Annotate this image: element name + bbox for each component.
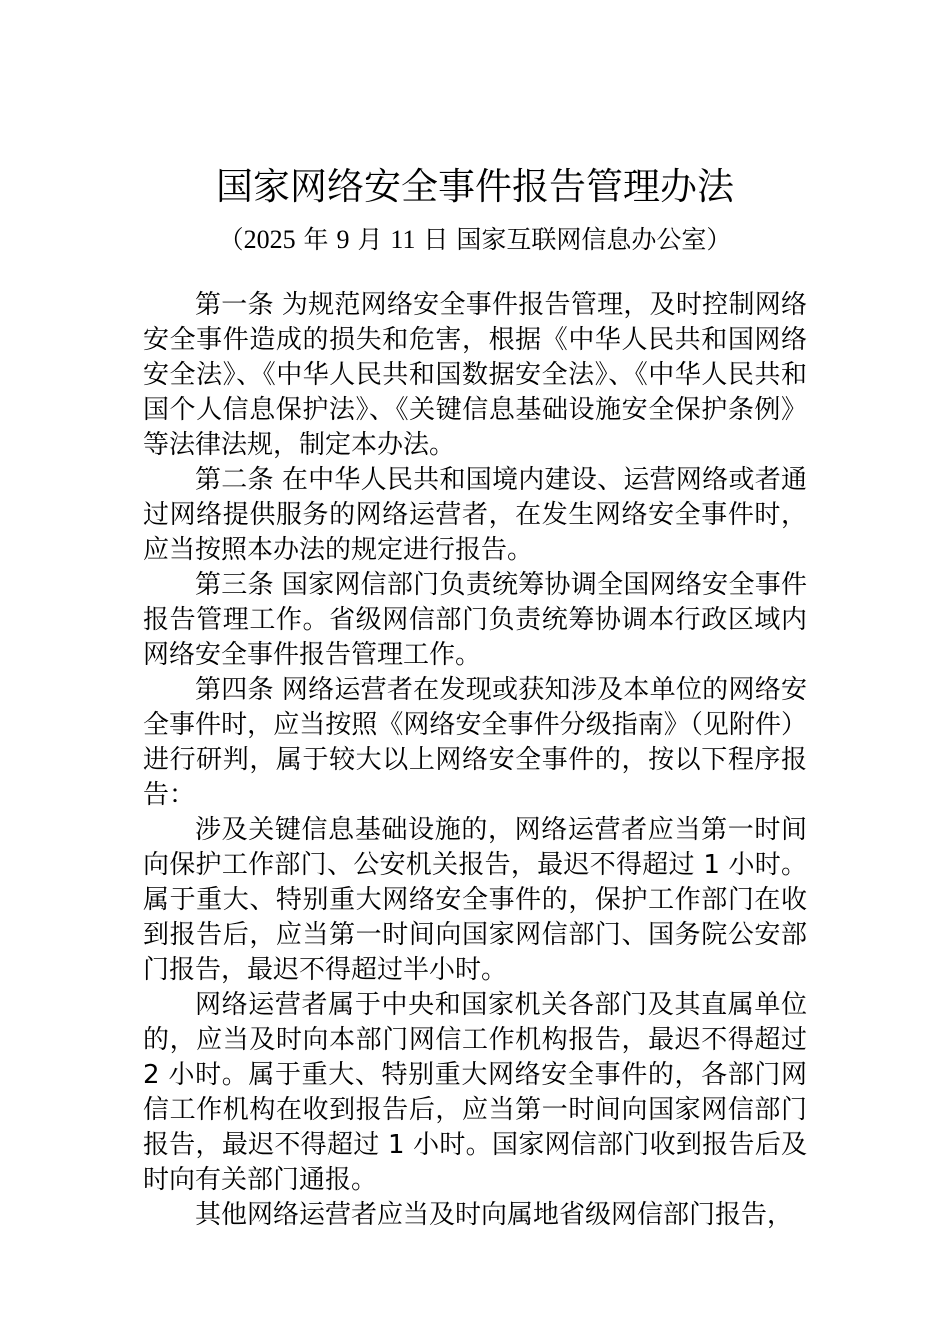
paragraph-cii-reporting: 涉及关键信息基础设施的，网络运营者应当第一时间向保护工作部门、公安机关报告，最迟不得超过 1 小时。属于重大、特别重大网络安全事件的，保护工作部门在收到报告后，应当第一时间向国家网信部门、国务院公安部门报告，最迟不得超过半小时。: [143, 815, 807, 985]
subtitle-month-suffix: 月: [349, 225, 391, 254]
article-3-label: 第三条: [195, 570, 274, 600]
article-4: [143, 673, 807, 813]
article-2-text: 在中华人民共和国境内建设、运营网络或者通过网络提供服务的网络运营者，在发生网络安全事件时，应当按照本办法的规定进行报告。: [143, 465, 807, 565]
document-title: 国家网络安全事件报告管理办法: [216, 165, 734, 208]
subtitle-open-paren: （: [218, 225, 244, 254]
article-3-text: 国家网信部门负责统筹协调全国网络安全事件报告管理工作。省级网信部门负责统筹协调本行政区域内网络安全事件报告管理工作。: [143, 570, 807, 670]
article-4-text: 网络运营者在发现或获知涉及本单位的网络安全事件时，应当按照《网络安全事件分级指南》（见附件）进行研判，属于较大以上网络安全事件的，按以下程序报告：: [143, 675, 807, 810]
subtitle-month: 9: [336, 225, 350, 254]
paragraph-other-operators-reporting: 其他网络运营者应当及时向属地省级网信部门报告，: [195, 1200, 794, 1230]
article-2: [143, 463, 807, 568]
article-1-label: 第一条: [195, 290, 274, 320]
document-subtitle: [0, 221, 950, 259]
subtitle-issuer: 国家互联网信息办公室: [456, 225, 707, 254]
subtitle-year-suffix: 年: [295, 225, 337, 254]
subtitle-close-paren: ）: [706, 225, 732, 254]
subtitle-year: 2025: [243, 225, 296, 254]
subtitle-day-suffix: 日: [415, 225, 457, 254]
paragraph-central-agencies-reporting: 网络运营者属于中央和国家机关各部门及其直属单位的，应当及时向本部门网信工作机构报告，最迟不得超过 2 小时。属于重大、特别重大网络安全事件的，各部门网信工作机构在收到报告后，应当第一时间向国家网信部门报告，最迟不得超过 1 小时。国家网信部门收到报告后及时向有关部门通报。: [143, 990, 807, 1195]
article-1: [143, 288, 807, 463]
subtitle-day: 11: [390, 225, 416, 254]
article-4-label: 第四条: [195, 675, 274, 705]
article-3: [143, 568, 807, 673]
article-1-text: 为规范网络安全事件报告管理，及时控制网络安全事件造成的损失和危害，根据《中华人民共和国网络安全法》、《中华人民共和国数据安全法》、《中华人民共和国个人信息保护法》、《关键信息基础设施安全保护条例》等法律法规，制定本办法。: [143, 290, 807, 460]
document-body: [143, 288, 807, 1233]
article-2-label: 第二条: [195, 465, 274, 495]
